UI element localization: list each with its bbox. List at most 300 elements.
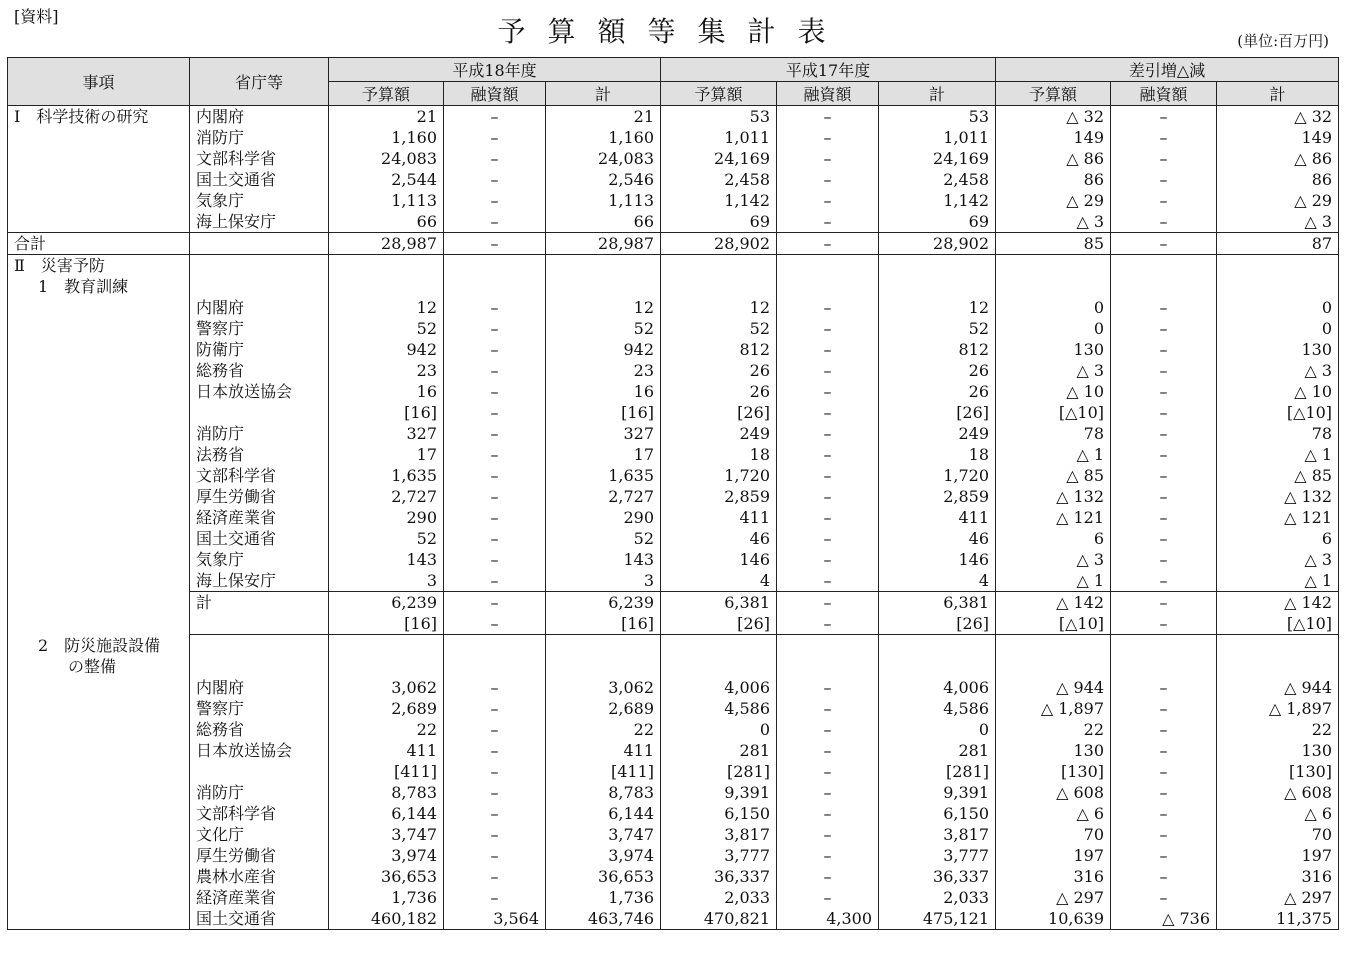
cell-h17-loan: – [777, 233, 879, 255]
cell-h18-total: 2,727 [546, 486, 661, 507]
cell-h18-total: 21 [546, 106, 661, 128]
cell-h18-total: 36,653 [546, 866, 661, 887]
cell-diff-total: △ 944 [1217, 677, 1339, 698]
cell-h18-total: 66 [546, 211, 661, 233]
cell-h18-loan: – [444, 698, 546, 719]
cell-h17-total: 46 [879, 528, 996, 549]
cell-diff-budget: 10,639 [996, 908, 1111, 930]
cell-diff-total: △ 86 [1217, 148, 1339, 169]
cell-h18-budget: 290 [329, 507, 444, 528]
cell-h18-loan: – [444, 782, 546, 803]
cell-diff-budget: △ 297 [996, 887, 1111, 908]
row-item [8, 339, 190, 360]
cell-diff-budget: △ 3 [996, 211, 1111, 233]
cell-h18-loan: – [444, 444, 546, 465]
row-item [8, 719, 190, 740]
cell-diff-loan: – [1111, 740, 1217, 761]
cell-h18-loan: – [444, 381, 546, 402]
row-item [8, 211, 190, 233]
table-row [8, 318, 1339, 339]
table-row [8, 782, 1339, 803]
cell-h18-total: 1,113 [546, 190, 661, 211]
cell-h17-loan: – [777, 127, 879, 148]
cell-h17-budget [661, 276, 777, 297]
cell-h17-total: 2,033 [879, 887, 996, 908]
cell-h18-budget: 6,239 [329, 592, 444, 614]
cell-h17-total [879, 656, 996, 677]
cell-diff-loan: – [1111, 570, 1217, 592]
row-agency: 文部科学省 [190, 803, 329, 824]
cell-diff-loan: – [1111, 297, 1217, 318]
row-agency: 経済産業省 [190, 507, 329, 528]
cell-h17-total [879, 635, 996, 657]
cell-h17-loan: – [777, 402, 879, 423]
cell-h18-loan: – [444, 106, 546, 128]
cell-h17-loan: – [777, 866, 879, 887]
cell-diff-budget: 149 [996, 127, 1111, 148]
cell-diff-loan: – [1111, 465, 1217, 486]
cell-h18-loan: – [444, 719, 546, 740]
cell-diff-total: 86 [1217, 169, 1339, 190]
cell-h17-budget: [26] [661, 402, 777, 423]
cell-diff-budget: 22 [996, 719, 1111, 740]
row-item [8, 824, 190, 845]
cell-h17-budget: 3,777 [661, 845, 777, 866]
table-row [8, 698, 1339, 719]
cell-h18-budget: 460,182 [329, 908, 444, 930]
cell-diff-total: △ 32 [1217, 106, 1339, 128]
cell-h17-loan: – [777, 297, 879, 318]
cell-diff-total: △ 1 [1217, 570, 1339, 592]
cell-diff-loan: – [1111, 106, 1217, 128]
cell-h18-total: 1,736 [546, 887, 661, 908]
cell-diff-total: 6 [1217, 528, 1339, 549]
cell-diff-loan: – [1111, 528, 1217, 549]
cell-diff-budget: △ 32 [996, 106, 1111, 128]
table-row [8, 908, 1339, 930]
table-row [8, 677, 1339, 698]
cell-h17-total: 6,381 [879, 592, 996, 614]
cell-h18-budget: 24,083 [329, 148, 444, 169]
cell-h17-total: 2,458 [879, 169, 996, 190]
row-agency: 消防庁 [190, 127, 329, 148]
cell-h18-total: 22 [546, 719, 661, 740]
cell-h17-loan: – [777, 887, 879, 908]
cell-h18-total: 1,160 [546, 127, 661, 148]
cell-h17-budget: 1,720 [661, 465, 777, 486]
table-row [8, 423, 1339, 444]
row-item [8, 507, 190, 528]
cell-diff-loan: – [1111, 444, 1217, 465]
cell-h17-loan: – [777, 803, 879, 824]
row-item [8, 613, 190, 635]
row-agency [190, 613, 329, 635]
cell-h18-loan: – [444, 677, 546, 698]
cell-h17-loan: 4,300 [777, 908, 879, 930]
table-row [8, 803, 1339, 824]
row-agency: 計 [190, 592, 329, 614]
cell-diff-budget: △ 6 [996, 803, 1111, 824]
cell-h18-loan: – [444, 824, 546, 845]
row-agency: 内閣府 [190, 297, 329, 318]
row-item [8, 190, 190, 211]
cell-h18-budget: 1,635 [329, 465, 444, 486]
cell-h18-budget: 942 [329, 339, 444, 360]
table-row [8, 824, 1339, 845]
cell-h17-loan [777, 276, 879, 297]
cell-diff-total: 149 [1217, 127, 1339, 148]
cell-h18-total: [16] [546, 402, 661, 423]
table-body [8, 106, 1339, 930]
cell-diff-loan: – [1111, 148, 1217, 169]
cell-diff-budget: △ 608 [996, 782, 1111, 803]
cell-h18-loan: – [444, 190, 546, 211]
cell-h18-loan: – [444, 845, 546, 866]
cell-h17-budget: 9,391 [661, 782, 777, 803]
cell-h18-budget: 327 [329, 423, 444, 444]
cell-diff-total: △ 1 [1217, 444, 1339, 465]
cell-diff-budget: [130] [996, 761, 1111, 782]
cell-h17-loan: – [777, 148, 879, 169]
cell-diff-loan: – [1111, 507, 1217, 528]
cell-diff-budget [996, 635, 1111, 657]
row-item [8, 127, 190, 148]
row-agency [190, 656, 329, 677]
cell-diff-budget: △ 86 [996, 148, 1111, 169]
cell-diff-loan: – [1111, 211, 1217, 233]
row-agency: 厚生労働省 [190, 845, 329, 866]
table-row [8, 570, 1339, 592]
table-row [8, 887, 1339, 908]
cell-h17-loan: – [777, 211, 879, 233]
cell-h18-total: 290 [546, 507, 661, 528]
cell-h18-budget: 3,747 [329, 824, 444, 845]
cell-h17-budget: 4,006 [661, 677, 777, 698]
table-row [8, 339, 1339, 360]
cell-h18-budget: 23 [329, 360, 444, 381]
row-item: 合計 [8, 233, 190, 255]
cell-diff-budget: 78 [996, 423, 1111, 444]
cell-h17-loan: – [777, 698, 879, 719]
table-row [8, 507, 1339, 528]
header-h18-budget: 予算額 [329, 82, 444, 106]
cell-diff-loan: – [1111, 127, 1217, 148]
cell-diff-total: △ 3 [1217, 360, 1339, 381]
cell-diff-budget: △ 132 [996, 486, 1111, 507]
cell-h17-total: 3,817 [879, 824, 996, 845]
table-row [8, 233, 1339, 255]
header-diff-total: 計 [1217, 82, 1339, 106]
table-row [8, 381, 1339, 402]
cell-h17-budget: 26 [661, 360, 777, 381]
cell-diff-loan: – [1111, 782, 1217, 803]
cell-h18-total: 2,689 [546, 698, 661, 719]
cell-h17-budget: 28,902 [661, 233, 777, 255]
cell-diff-total: △ 6 [1217, 803, 1339, 824]
row-agency: 文部科学省 [190, 148, 329, 169]
row-item [8, 803, 190, 824]
cell-h17-total: 26 [879, 381, 996, 402]
cell-h17-loan [777, 255, 879, 277]
table-row [8, 761, 1339, 782]
cell-h17-total: 249 [879, 423, 996, 444]
cell-h18-loan [444, 276, 546, 297]
cell-diff-loan [1111, 276, 1217, 297]
cell-h17-budget: 281 [661, 740, 777, 761]
row-agency: 農林水産省 [190, 866, 329, 887]
cell-h18-total: 52 [546, 318, 661, 339]
cell-h18-budget: 411 [329, 740, 444, 761]
row-item [8, 845, 190, 866]
row-agency: 法務省 [190, 444, 329, 465]
row-agency: 防衛庁 [190, 339, 329, 360]
cell-h17-budget: 4,586 [661, 698, 777, 719]
cell-h17-budget: 2,859 [661, 486, 777, 507]
cell-h18-total: [16] [546, 613, 661, 635]
cell-h18-budget: 2,544 [329, 169, 444, 190]
cell-h17-total: 4 [879, 570, 996, 592]
cell-h17-total: 18 [879, 444, 996, 465]
cell-diff-loan: – [1111, 339, 1217, 360]
cell-h17-total: 1,142 [879, 190, 996, 211]
cell-h18-budget: [16] [329, 613, 444, 635]
row-agency: 文部科学省 [190, 465, 329, 486]
cell-h17-total: 812 [879, 339, 996, 360]
cell-h17-loan: – [777, 549, 879, 570]
cell-h18-total: 8,783 [546, 782, 661, 803]
row-agency: 消防庁 [190, 782, 329, 803]
cell-h18-total: 3,062 [546, 677, 661, 698]
row-agency: 警察庁 [190, 318, 329, 339]
cell-h18-loan: – [444, 887, 546, 908]
header-h17-loan: 融資額 [777, 82, 879, 106]
cell-diff-total: 130 [1217, 740, 1339, 761]
cell-diff-budget: △ 85 [996, 465, 1111, 486]
cell-h18-budget: 52 [329, 318, 444, 339]
row-item [8, 528, 190, 549]
row-item [8, 698, 190, 719]
cell-h18-loan: – [444, 360, 546, 381]
table-row [8, 106, 1339, 128]
cell-h18-loan: – [444, 318, 546, 339]
cell-diff-budget: [△10] [996, 613, 1111, 635]
table-row [8, 719, 1339, 740]
cell-h18-budget [329, 656, 444, 677]
cell-h18-budget [329, 255, 444, 277]
cell-h17-loan: – [777, 845, 879, 866]
cell-h18-loan: – [444, 402, 546, 423]
header-h18-loan: 融資額 [444, 82, 546, 106]
cell-h18-loan: – [444, 297, 546, 318]
cell-diff-budget: △ 29 [996, 190, 1111, 211]
cell-h17-loan: – [777, 740, 879, 761]
row-agency: 海上保安庁 [190, 211, 329, 233]
cell-diff-loan: – [1111, 592, 1217, 614]
cell-h18-loan: – [444, 465, 546, 486]
row-item [8, 761, 190, 782]
cell-diff-total: 0 [1217, 318, 1339, 339]
cell-h18-total: 16 [546, 381, 661, 402]
cell-h17-total: 36,337 [879, 866, 996, 887]
cell-h17-total: 28,902 [879, 233, 996, 255]
cell-diff-total: 0 [1217, 297, 1339, 318]
cell-h17-budget: 3,817 [661, 824, 777, 845]
cell-diff-total [1217, 656, 1339, 677]
cell-diff-budget: 316 [996, 866, 1111, 887]
header-group-diff: 差引増△減 [996, 58, 1339, 82]
row-item [8, 866, 190, 887]
row-agency: 消防庁 [190, 423, 329, 444]
cell-diff-budget: △ 1 [996, 570, 1111, 592]
cell-diff-loan: – [1111, 423, 1217, 444]
cell-diff-loan: – [1111, 698, 1217, 719]
cell-h18-budget: 66 [329, 211, 444, 233]
table-row [8, 465, 1339, 486]
table-row [8, 740, 1339, 761]
table-row [8, 276, 1339, 297]
row-item [8, 887, 190, 908]
row-item: の整備 [8, 656, 190, 677]
cell-diff-total [1217, 255, 1339, 277]
cell-h18-total: 12 [546, 297, 661, 318]
cell-h17-loan: – [777, 444, 879, 465]
cell-h18-total [546, 656, 661, 677]
cell-diff-total: 70 [1217, 824, 1339, 845]
row-agency [190, 233, 329, 255]
cell-h17-total: 3,777 [879, 845, 996, 866]
cell-h17-loan: – [777, 592, 879, 614]
cell-h18-loan [444, 255, 546, 277]
row-item [8, 592, 190, 614]
cell-diff-loan: – [1111, 613, 1217, 635]
cell-h18-loan: – [444, 233, 546, 255]
cell-h18-budget: 6,144 [329, 803, 444, 824]
cell-h17-total: 475,121 [879, 908, 996, 930]
row-item [8, 677, 190, 698]
cell-diff-total: △ 10 [1217, 381, 1339, 402]
row-item: 2 防災施設設備 [8, 635, 190, 657]
cell-h18-total [546, 635, 661, 657]
cell-h17-total: 4,586 [879, 698, 996, 719]
cell-h18-budget: 1,736 [329, 887, 444, 908]
cell-h17-loan: – [777, 677, 879, 698]
cell-diff-budget: 0 [996, 318, 1111, 339]
cell-h18-budget: 8,783 [329, 782, 444, 803]
cell-diff-total: △ 121 [1217, 507, 1339, 528]
row-agency: 国土交通省 [190, 169, 329, 190]
cell-diff-total: [130] [1217, 761, 1339, 782]
cell-h17-budget: 146 [661, 549, 777, 570]
cell-h18-budget: 2,689 [329, 698, 444, 719]
cell-diff-loan: – [1111, 866, 1217, 887]
row-item [8, 360, 190, 381]
cell-h17-total: 146 [879, 549, 996, 570]
cell-diff-total: 316 [1217, 866, 1339, 887]
cell-diff-total: △ 85 [1217, 465, 1339, 486]
row-agency: 経済産業省 [190, 887, 329, 908]
cell-h17-loan: – [777, 570, 879, 592]
row-agency [190, 255, 329, 277]
cell-h17-loan: – [777, 486, 879, 507]
cell-h18-loan: – [444, 570, 546, 592]
cell-diff-loan: – [1111, 677, 1217, 698]
cell-h18-budget: 12 [329, 297, 444, 318]
cell-h17-total: 4,006 [879, 677, 996, 698]
cell-h18-loan: – [444, 592, 546, 614]
cell-h18-budget: 3,062 [329, 677, 444, 698]
table-row [8, 635, 1339, 657]
cell-diff-budget: 197 [996, 845, 1111, 866]
cell-diff-budget: 0 [996, 297, 1111, 318]
cell-h17-total: 9,391 [879, 782, 996, 803]
row-item [8, 444, 190, 465]
cell-diff-loan: – [1111, 169, 1217, 190]
cell-h17-total: 411 [879, 507, 996, 528]
cell-diff-total: 87 [1217, 233, 1339, 255]
cell-diff-loan: – [1111, 402, 1217, 423]
cell-h17-budget: 1,142 [661, 190, 777, 211]
row-agency: 国土交通省 [190, 528, 329, 549]
cell-diff-budget: [△10] [996, 402, 1111, 423]
cell-h17-budget: 52 [661, 318, 777, 339]
cell-diff-loan: – [1111, 824, 1217, 845]
row-agency: 内閣府 [190, 106, 329, 128]
cell-h17-budget [661, 656, 777, 677]
table-row [8, 486, 1339, 507]
cell-h17-total: 0 [879, 719, 996, 740]
cell-diff-loan: – [1111, 190, 1217, 211]
cell-h17-loan: – [777, 318, 879, 339]
cell-h18-budget: 16 [329, 381, 444, 402]
row-agency: 厚生労働省 [190, 486, 329, 507]
table-row [8, 656, 1339, 677]
cell-h18-total: 327 [546, 423, 661, 444]
header-item: 事項 [8, 58, 190, 106]
cell-h18-loan: – [444, 613, 546, 635]
cell-diff-budget: △ 1 [996, 444, 1111, 465]
row-item [8, 381, 190, 402]
row-item [8, 465, 190, 486]
cell-h17-loan: – [777, 824, 879, 845]
table-row [8, 297, 1339, 318]
header-group-h17: 平成17年度 [661, 58, 996, 82]
table-row [8, 528, 1339, 549]
cell-h17-budget: 249 [661, 423, 777, 444]
cell-h17-loan: – [777, 761, 879, 782]
table-row [8, 127, 1339, 148]
cell-diff-total: 22 [1217, 719, 1339, 740]
cell-diff-total: △ 1,897 [1217, 698, 1339, 719]
cell-h18-budget: 28,987 [329, 233, 444, 255]
cell-h18-budget: 1,160 [329, 127, 444, 148]
cell-diff-budget: 130 [996, 339, 1111, 360]
cell-h17-loan: – [777, 719, 879, 740]
cell-diff-loan: – [1111, 887, 1217, 908]
cell-h18-total: 3 [546, 570, 661, 592]
cell-h17-total: 6,150 [879, 803, 996, 824]
cell-h17-budget: 6,381 [661, 592, 777, 614]
cell-h18-loan: – [444, 148, 546, 169]
row-agency: 海上保安庁 [190, 570, 329, 592]
cell-h18-loan: – [444, 507, 546, 528]
row-agency [190, 276, 329, 297]
row-agency: 気象庁 [190, 190, 329, 211]
cell-h17-loan: – [777, 381, 879, 402]
cell-h18-total: [411] [546, 761, 661, 782]
table-header [8, 58, 1339, 106]
cell-h18-loan: – [444, 866, 546, 887]
cell-h17-loan: – [777, 507, 879, 528]
